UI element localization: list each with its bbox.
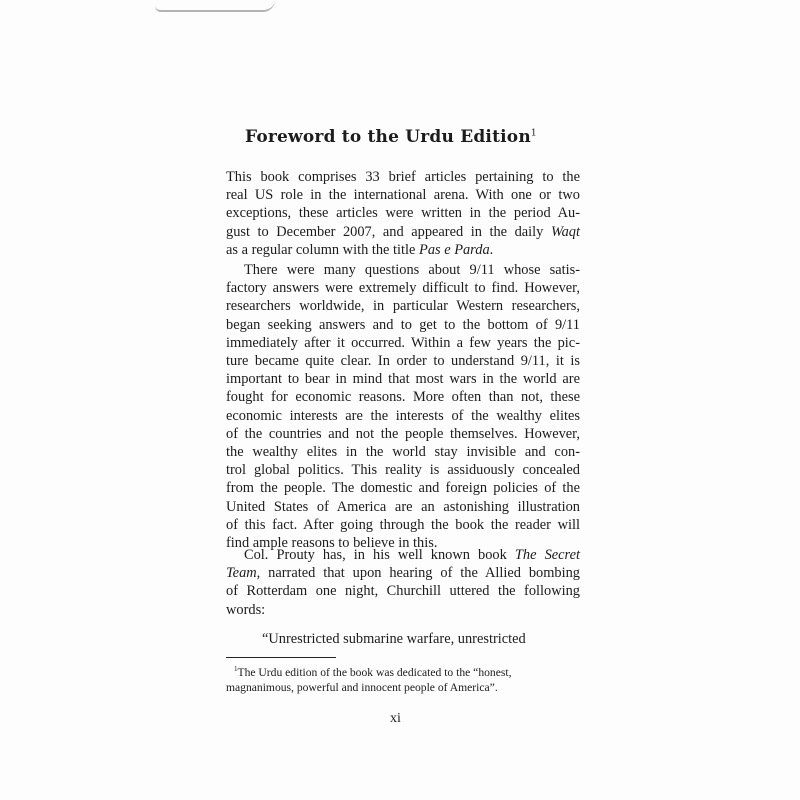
text-line: researchers worldwide, in particular Western researchers, [226,298,580,315]
text-line: This book comprises 33 brief articles pertaining to the [226,169,580,185]
italic-text: Waqt [550,223,580,240]
text-run: gust to December 2007, and appeared in the daily [226,223,551,240]
italic-text: The Secret [514,547,580,563]
text-line: United States of America are an astonishing illustration [226,498,580,515]
text-line: words: [226,601,266,618]
footnote [226,662,580,695]
italic-text: Team [226,565,257,582]
text-line [226,223,580,241]
text-line: ture became quite clear. In order to understand 9/11, it is [226,353,580,370]
text-line: find ample reasons to believe in this. [226,535,438,552]
chapter-heading [245,127,537,147]
scan-edge-mark [155,0,275,12]
heading-text: Foreword to the Urdu Edition [245,127,531,147]
text-line: of the countries and not the people themselves. However, [226,425,580,442]
text-run: The Urdu edition of the book was dedicated to the “honest, [237,665,512,679]
text-line: There were many questions about 9/11 whose satis- [244,262,580,278]
italic-text: Pas e Parda [419,241,490,258]
text-line: trol global politics. This reality is assiduously concealed [226,462,580,479]
paragraph-1 [226,168,580,259]
text-line: exceptions, these articles were written in the period Au- [226,205,580,222]
page-number: xi [390,711,401,726]
text-line [226,241,580,259]
block-quote: “Unrestricted submarine warfare, unrestricted [262,631,526,647]
text-line: began seeking answers and to get to the bottom of 9/11 [226,316,580,333]
text-run: , narrated that upon hearing of the Allied bombing [256,565,580,582]
text-run: . [489,241,494,258]
text-line [226,564,580,582]
text-line: fought for economic reasons. More often than not, these [226,389,580,406]
footnote-rule [226,657,336,658]
footnote-line: magnanimous, powerful and innocent people of America”. [226,680,498,694]
text-line: from the people. The domestic and foreign policies of the [226,480,580,497]
heading-footnote-mark: 1 [530,128,537,139]
text-line: of Rotterdam one night, Churchill uttered the following [226,583,580,600]
text-line: important to bear in mind that most wars in the world are [226,371,580,388]
text-line: the wealthy elites in the world stay invisible and con- [226,444,580,461]
paragraph-3 [226,546,580,619]
text-line: immediately after it occurred. Within a few years the pic- [226,334,580,351]
text-line: economic interests are the interests of the wealthy elites [226,407,580,424]
footnote-mark: 1 [234,665,238,673]
text-line: factory answers were extremely difficult to find. However, [226,280,580,297]
text-line: of this fact. After going through the book the reader will [226,516,580,533]
text-line: real US role in the international arena. With one or two [226,187,580,204]
text-run: Col. Prouty has, in his well known book [244,547,515,563]
footnote-line [226,662,580,680]
paragraph-2 [226,261,580,552]
text-run: as a regular column with the title [226,241,420,258]
text-line [226,546,580,564]
